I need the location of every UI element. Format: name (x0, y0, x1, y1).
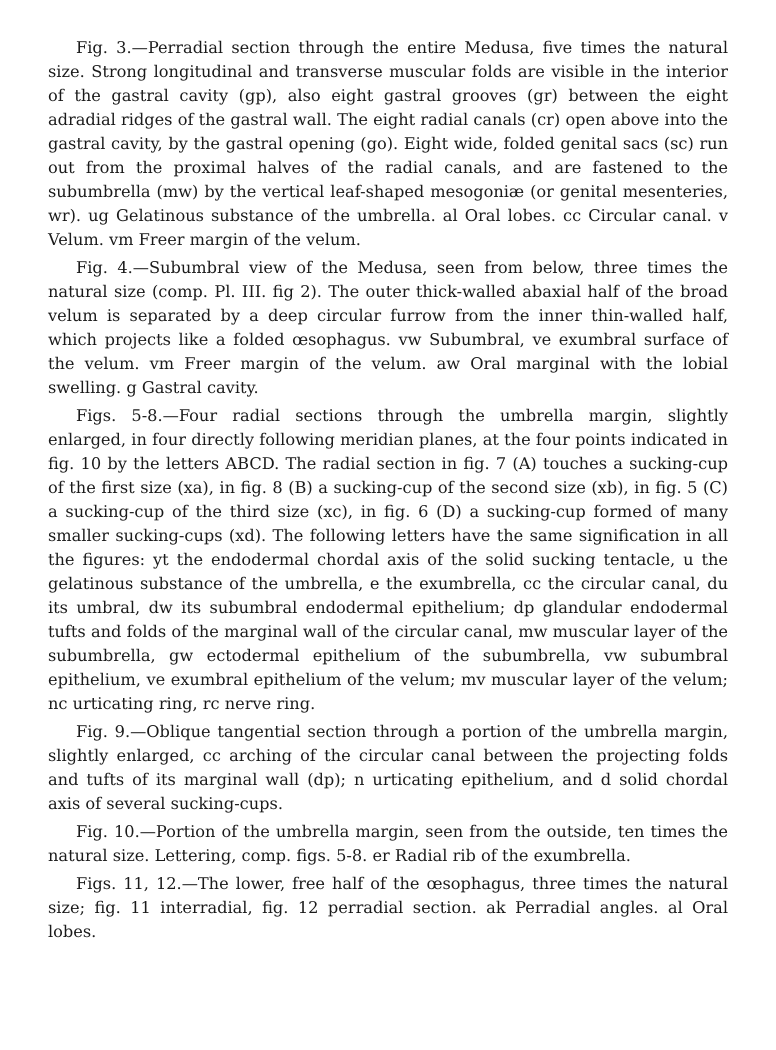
caption-figs-11-12: Figs. 11, 12.—The lower, free half of the œsophagus, three times the natural size; fig. 11 interradial, fig. 12 perradial section. ak Perradial angles. al Oral lobes. (48, 874, 728, 941)
caption-fig-10: Fig. 10.—Portion of the umbrella margin, seen from the outside, ten times the natural size. Lettering, comp. figs. 5-8. er Radial rib of the exumbrella. (48, 822, 728, 865)
figure-captions-page (48, 36, 728, 944)
caption-fig-3: Fig. 3.—Perradial section through the entire Medusa, five times the natural size. Strong longitudinal and transverse muscular folds are visible in the interior of the gastral cavity (gp), also eight gastral grooves (gr) between the eight adradial ridges of the gastral wall. The eight radial canals (cr) open above into the gastral cavity, by the gastral opening (go). Eight wide, folded genital sacs (sc) run out from the proximal halves of the radial canals, and are fastened to the subumbrella (mw) by the vertical leaf-shaped mesogoniæ (or genital mesenteries, wr). ug Gelatinous substance of the umbrella. al Oral lobes. cc Circular canal. v Velum. vm Freer margin of the velum. (48, 38, 728, 249)
caption-fig-9: Fig. 9.—Oblique tangential section through a portion of the umbrella margin, slightly enlarged, cc arching of the circular canal between the projecting folds and tufts of its marginal wall (dp); n urticating epithelium, and d solid chordal axis of several sucking-cups. (48, 722, 728, 813)
caption-fig-4: Fig. 4.—Subumbral view of the Medusa, seen from below, three times the natural size (comp. Pl. III. fig 2). The outer thick-walled abaxial half of the broad velum is separated by a deep circular furrow from the inner thin-walled half, which projects like a folded œsophagus. vw Subumbral, ve exumbral surface of the velum. vm Freer margin of the velum. aw Oral marginal with the lobial swelling. g Gastral cavity. (48, 258, 728, 397)
caption-figs-5-8: Figs. 5-8.—Four radial sections through the umbrella margin, slightly enlarged, in four directly following meridian planes, at the four points indicated in fig. 10 by the letters ABCD. The radial section in fig. 7 (A) touches a sucking-cup of the first size (xa), in fig. 8 (B) a sucking-cup of the second size (xb), in fig. 5 (C) a sucking-cup of the third size (xc), in fig. 6 (D) a sucking-cup formed of many smaller sucking-cups (xd). The following letters have the same signification in all the figures: yt the endodermal chordal axis of the solid sucking tentacle, u the gelatinous substance of the umbrella, e the exumbrella, cc the circular canal, du its umbral, dw its subumbral endodermal epithelium; dp glandular endodermal tufts and folds of the marginal wall of the circular canal, mw muscular layer of the subumbrella, gw ectodermal epithelium of the subumbrella, vw subumbral epithelium, ve exumbral epithelium of the velum; mv muscular layer of the velum; nc urticating ring, rc nerve ring. (48, 406, 728, 713)
